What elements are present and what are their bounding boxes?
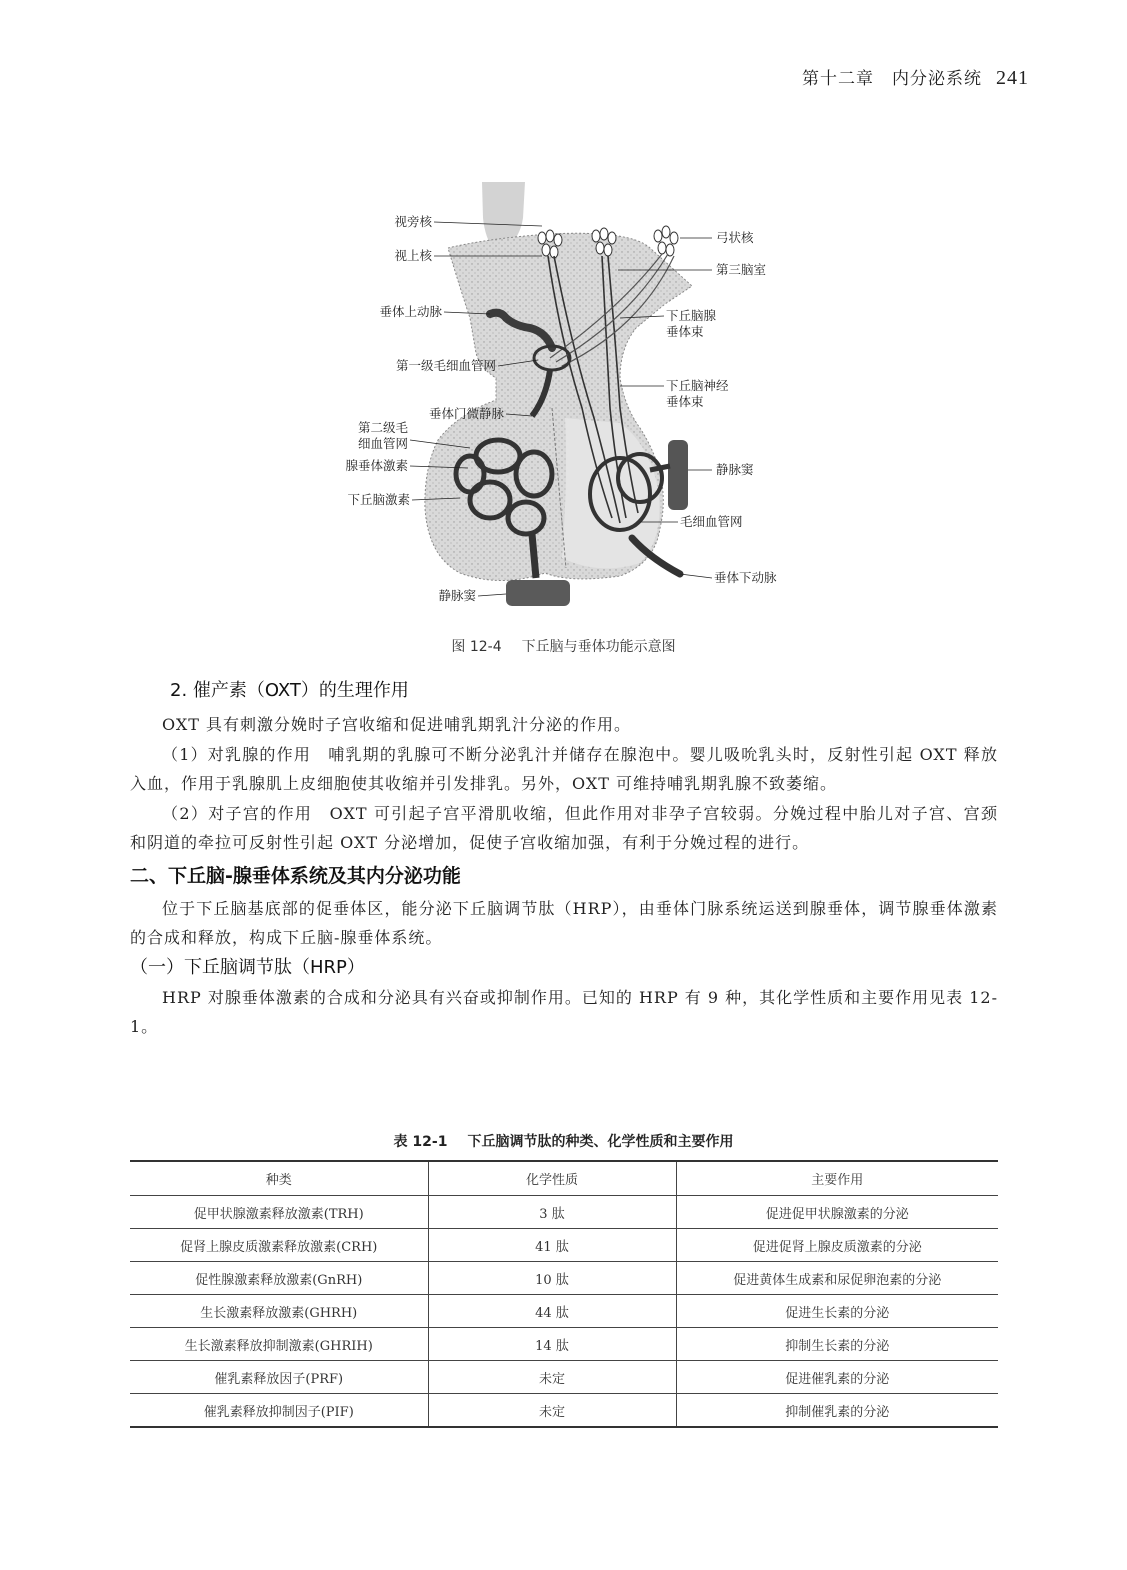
label-adenohypophysis-hormone: 腺垂体激素 [345, 458, 408, 473]
body-text [130, 676, 998, 1042]
label-capillary-network: 毛细血管网 [680, 514, 743, 529]
label-third-ventricle: 第三脑室 [716, 262, 767, 277]
table-row [130, 1229, 998, 1262]
figure-illustration [320, 178, 790, 618]
label-hypothalamic-hormone: 下丘脑激素 [347, 492, 410, 507]
label-neurohypophyseal-2: 垂体束 [666, 394, 704, 409]
oxt-mammary-paragraph: （1）对乳腺的作用 哺乳期的乳腺可不断分泌乳汁并储存在腺泡中。婴儿吸吮乳头时，反射性引起 OXT 释放入血，作用于乳腺肌上皮细胞使其收缩并引发排乳。另外，OXT 可维持哺乳期乳腺不致萎缩。 [130, 744, 998, 793]
figure-caption-number: 图 12-4 [451, 639, 502, 655]
label-primary-capillary: 第一级毛细血管网 [395, 358, 496, 373]
label-paraventricular: 视旁核 [394, 214, 432, 229]
cell-chemistry: 14 肽 [428, 1328, 676, 1361]
cell-type: 催乳素释放因子(PRF) [130, 1361, 428, 1394]
figure-caption-title: 下丘脑与垂体功能示意图 [521, 639, 676, 655]
cell-type: 促甲状腺激素释放激素(TRH) [130, 1196, 428, 1229]
cell-function: 促进生长素的分泌 [676, 1295, 998, 1328]
page-number: 241 [996, 67, 1029, 89]
label-venous-sinus-right: 静脉窦 [716, 462, 754, 477]
cell-function: 促进促肾上腺皮质激素的分泌 [676, 1229, 998, 1262]
label-tuberohypophyseal-2: 垂体束 [666, 324, 704, 339]
cell-chemistry: 41 肽 [428, 1229, 676, 1262]
section-two-paragraph: 位于下丘脑基底部的促垂体区，能分泌下丘脑调节肽（HRP），由垂体门脉系统运送到腺垂体，调节腺垂体激素的合成和释放，构成下丘脑-腺垂体系统。 [130, 898, 998, 947]
label-venous-sinus-bottom: 静脉窦 [438, 588, 476, 603]
cell-type: 促肾上腺皮质激素释放激素(CRH) [130, 1229, 428, 1262]
cell-chemistry: 3 肽 [428, 1196, 676, 1229]
cell-chemistry: 10 肽 [428, 1262, 676, 1295]
running-head [802, 64, 1029, 90]
label-sup-hyp-artery: 垂体上动脉 [379, 304, 442, 319]
oxt-intro: OXT 具有刺激分娩时子宫收缩和促进哺乳期乳汁分泌的作用。 [162, 715, 631, 734]
label-tuberohypophyseal-1: 下丘脑腺 [666, 308, 717, 323]
cell-type: 生长激素释放抑制激素(GHRIH) [130, 1328, 428, 1361]
table-header-row [130, 1161, 998, 1196]
label-inf-hyp-artery: 垂体下动脉 [714, 570, 777, 585]
oxt-uterus-paragraph: （2）对子宫的作用 OXT 可引起子宫平滑肌收缩，但此作用对非孕子宫较弱。分娩过程中胎儿对子宫、宫颈和阴道的牵拉可反射性引起 OXT 分泌增加，促使子宫收缩加强，有利于分娩过程的进行。 [130, 803, 998, 852]
table-caption [0, 1131, 1127, 1151]
table-row [130, 1361, 998, 1394]
cell-chemistry: 44 肽 [428, 1295, 676, 1328]
hrp-table [130, 1160, 998, 1428]
header-chemistry: 化学性质 [428, 1161, 676, 1196]
cell-type: 生长激素释放激素(GHRH) [130, 1295, 428, 1328]
table-row [130, 1328, 998, 1361]
cell-type: 促性腺激素释放激素(GnRH) [130, 1262, 428, 1295]
figure-caption [0, 636, 1127, 656]
label-secondary-capillary-1: 第二级毛 [357, 420, 408, 435]
section-two-heading: 二、下丘脑-腺垂体系统及其内分泌功能 [130, 864, 461, 887]
table-caption-number: 表 12-1 [393, 1134, 448, 1150]
cell-type: 催乳素释放抑制因子(PIF) [130, 1394, 428, 1428]
label-neurohypophyseal-1: 下丘脑神经 [666, 378, 729, 393]
cell-function: 抑制生长素的分泌 [676, 1328, 998, 1361]
table-caption-title: 下丘脑调节肽的种类、化学性质和主要作用 [467, 1134, 734, 1150]
cell-function: 促进催乳素的分泌 [676, 1361, 998, 1394]
hrp-subheading: （一）下丘脑调节肽（HRP） [130, 956, 365, 978]
hrp-paragraph: HRP 对腺垂体激素的合成和分泌具有兴奋或抑制作用。已知的 HRP 有 9 种，其化学性质和主要作用见表 12-1。 [130, 987, 998, 1036]
label-supraoptic: 视上核 [394, 248, 432, 263]
chapter-title: 第十二章 内分泌系统 [802, 69, 982, 89]
label-arcuate: 弓状核 [716, 230, 754, 245]
header-function: 主要作用 [676, 1161, 998, 1196]
table-row [130, 1196, 998, 1229]
cell-function: 促进黄体生成素和尿促卵泡素的分泌 [676, 1262, 998, 1295]
cell-chemistry: 未定 [428, 1394, 676, 1428]
table-row [130, 1262, 998, 1295]
table-row [130, 1295, 998, 1328]
oxt-heading: 2. 催产素（OXT）的生理作用 [170, 680, 409, 701]
cell-function: 抑制催乳素的分泌 [676, 1394, 998, 1428]
cell-function: 促进促甲状腺激素的分泌 [676, 1196, 998, 1229]
hypothalamus-pituitary-figure [320, 178, 790, 618]
header-type: 种类 [130, 1161, 428, 1196]
label-secondary-capillary-2: 细血管网 [357, 436, 408, 451]
table-row [130, 1394, 998, 1428]
cell-chemistry: 未定 [428, 1361, 676, 1394]
label-portal-veins: 垂体门微静脉 [428, 406, 504, 421]
